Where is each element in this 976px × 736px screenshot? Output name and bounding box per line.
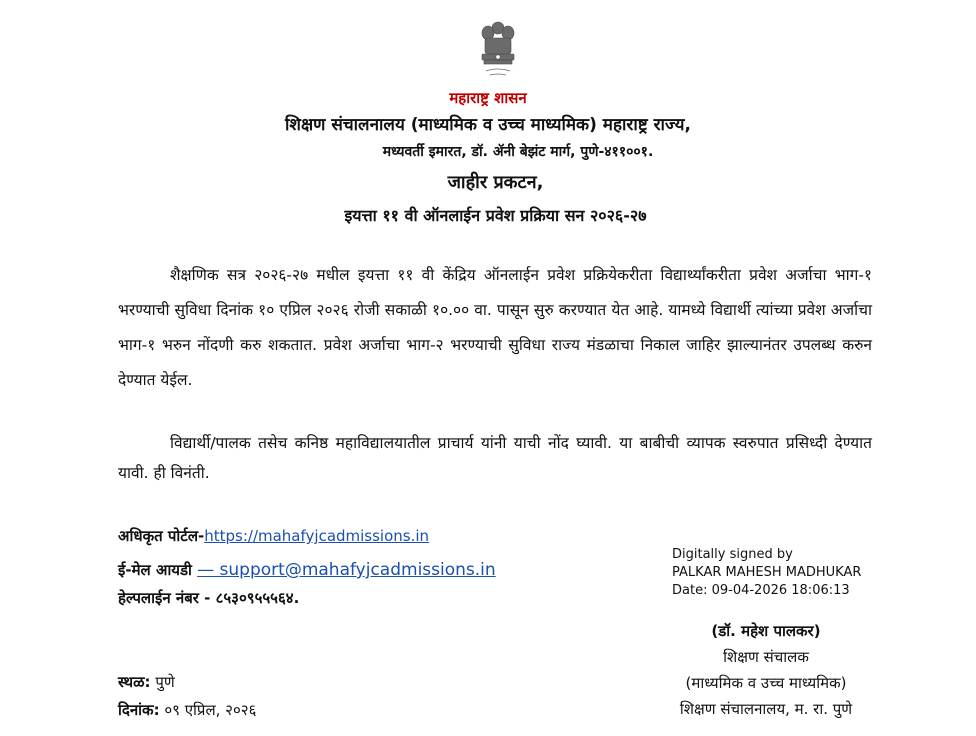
place-value: पुणे: [155, 673, 175, 691]
date-value: ०९ एप्रिल, २०२६: [164, 701, 257, 719]
notice-subject: इयत्ता ११ वी ऑनलाईन प्रवेश प्रक्रिया सन २०२६-२७: [344, 206, 647, 225]
signatory-office: शिक्षण संचालनालय, म. रा. पुणे: [679, 700, 853, 718]
digital-signature: [672, 546, 861, 600]
email-label: ई-मेल आयडी: [118, 561, 192, 579]
portal-label: अधिकृत पोर्टल-: [118, 527, 205, 545]
helpline: हेल्पलाईन नंबर - ८५३०९५५५६४.: [118, 589, 300, 607]
signatory-title: शिक्षण संचालक: [723, 648, 809, 666]
body-paragraph-2: विद्यार्थी/पालक तसेच कनिष्ठ महाविद्यालयातील प्राचार्य यांनी याची नोंद घ्यावी. या बाबीची व्यापक स्वरुपात प्रसिध्दी देण्यात यावी. ही विनंती.: [118, 434, 872, 482]
portal-line: [118, 526, 429, 546]
email-line: [118, 560, 496, 580]
department-name: शिक्षण संचालनालय (माध्यमिक व उच्च माध्यमिक) महाराष्ट्र राज्य,: [285, 115, 691, 135]
national-emblem-icon: [472, 18, 524, 82]
email-link[interactable]: — support@mahafyjcadmissions.in: [197, 560, 496, 580]
signatory-name: (डॉ. महेश पालकर): [711, 622, 821, 640]
place-line: [118, 672, 175, 692]
signature-line-1: Digitally signed by: [672, 547, 793, 562]
date-line: [118, 700, 256, 720]
signature-line-2: PALKAR MAHESH MADHUKAR: [672, 565, 862, 580]
notice-title: जाहीर प्रकटन,: [447, 172, 544, 193]
body-paragraph-1: शैक्षणिक सत्र २०२६-२७ मधील इयत्ता ११ वी केंद्रिय ऑनलाईन प्रवेश प्रक्रियेकरीता विद्यार्थ्यांकरीता प्रवेश अर्जाचा भाग-१ भरण्याची सुविधा दिनांक १० एप्रिल २०२६ रोजी सकाळी १०.०० वा. पासून सुरु करण्यात येत आहे. यामध्ये विद्यार्थी त्यांच्या प्रवेश अर्जाचा भाग-१ भरुन नोंदणी करु शकतात. प्रवेश अर्जाचा भाग-२ भरण्याची सुविधा राज्य मंडळाचा निकाल जाहिर झाल्यानंतर उपलब्ध करुन देण्यात येईल.: [118, 266, 872, 389]
date-label: दिनांक:: [118, 701, 160, 719]
signatory-subtitle: (माध्यमिक व उच्च माध्यमिक): [685, 674, 847, 692]
department-address: मध्यवर्ती इमारत, डॉ. ॲनी बेझंट मार्ग, पुणे-४११००१.: [382, 144, 654, 160]
portal-link[interactable]: https://mahafyjcadmissions.in: [204, 527, 430, 545]
signature-date: Date: 09-04-2026 18:06:13: [672, 583, 850, 598]
place-label: स्थळ:: [118, 673, 151, 691]
government-name: महाराष्ट्र शासन: [449, 89, 527, 107]
